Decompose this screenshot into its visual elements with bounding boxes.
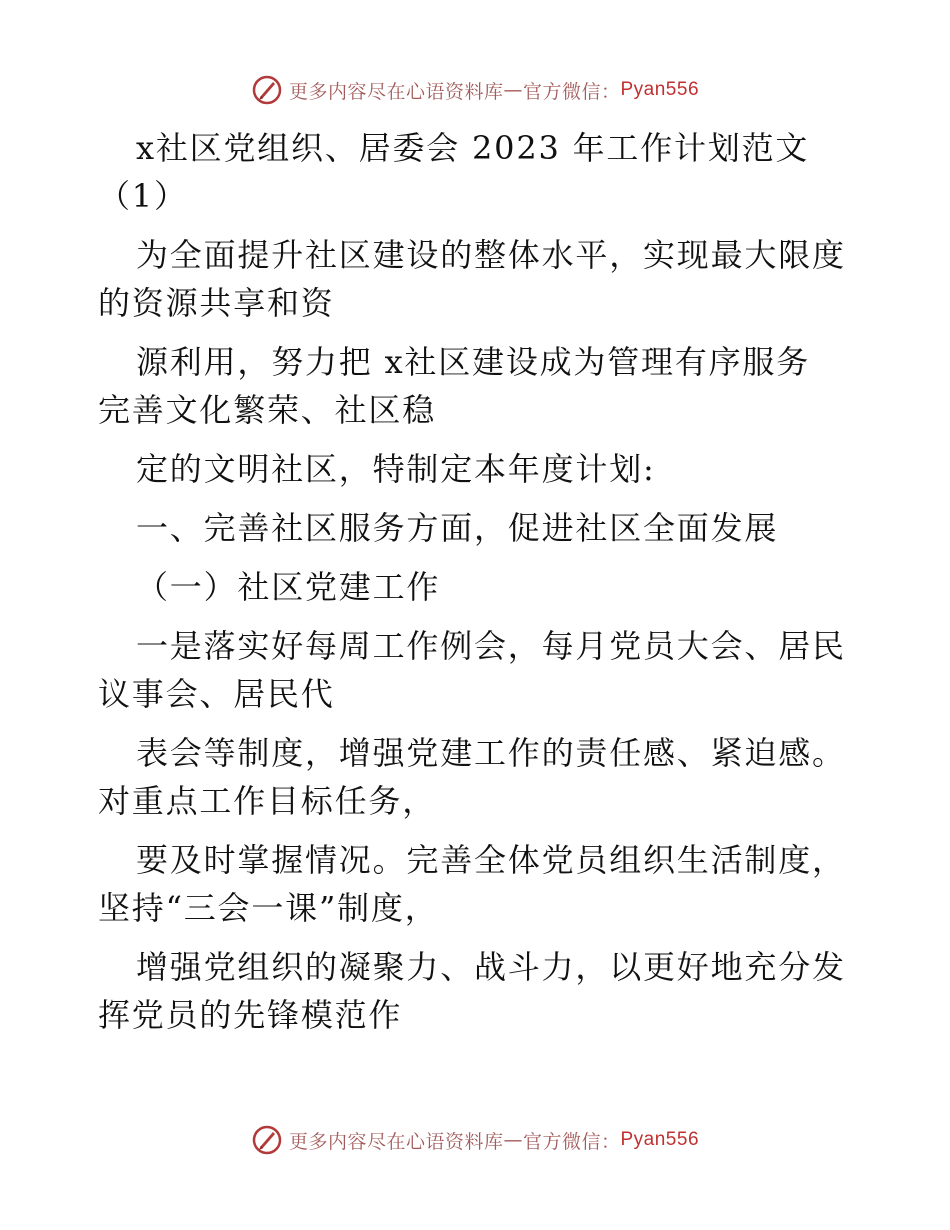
document-body [98, 124, 858, 1039]
watermark-footer [0, 1120, 950, 1160]
paragraph-2-line-1: 源利用，努力把 x社区建设成为管理有序服务 [136, 343, 811, 381]
watermark-contact-id: Pyan556 [620, 79, 700, 100]
paragraph-8-line-1: 要及时掌握情况。完善全体党员组织生活制度， [136, 841, 846, 879]
quill-seal-icon [251, 74, 283, 106]
paragraph-2-line-2: 完善文化繁荣、社区稳 [98, 391, 437, 429]
quill-seal-icon [251, 1124, 283, 1156]
paragraph-7-line-1: 表会等制度，增强党建工作的责任感、紧迫感。 [136, 734, 846, 772]
watermark-separator: — [503, 1129, 523, 1151]
watermark-header [0, 70, 950, 110]
watermark-contact-label: 官方微信： [522, 80, 621, 103]
section-heading: 一、完善社区服务方面，促进社区全面发展 [136, 509, 779, 547]
paragraph-1-line-2: 的资源共享和资 [98, 284, 335, 322]
paragraph-8-line-2: 坚持“三会一课”制度， [98, 889, 439, 927]
watermark-separator: — [503, 79, 523, 101]
document-title-number: （1） [98, 177, 188, 215]
watermark-contact-id: Pyan556 [620, 1129, 700, 1150]
subsection-heading: （一）社区党建工作 [136, 568, 441, 606]
paragraph-3-line-1: 定的文明社区，特制定本年度计划: [136, 450, 656, 488]
watermark-contact-label: 官方微信： [522, 1130, 621, 1153]
paragraph-1-line-1: 为全面提升社区建设的整体水平，实现最大限度 [136, 236, 846, 274]
paragraph-9-line-1: 增强党组织的凝聚力、战斗力，以更好地充分发 [136, 948, 846, 986]
paragraph-6-line-1: 一是落实好每周工作例会，每月党员大会、居民 [136, 627, 846, 665]
watermark-text: 更多内容尽在心语资料库 [288, 80, 504, 103]
paragraph-9-line-2: 挥党员的先锋模范作 [98, 996, 403, 1034]
watermark-text: 更多内容尽在心语资料库 [288, 1130, 504, 1153]
document-title: x社区党组织、居委会 2023 年工作计划范文 [136, 129, 810, 167]
paragraph-6-line-2: 议事会、居民代 [98, 675, 335, 713]
paragraph-7-line-2: 对重点工作目标任务， [98, 782, 437, 820]
